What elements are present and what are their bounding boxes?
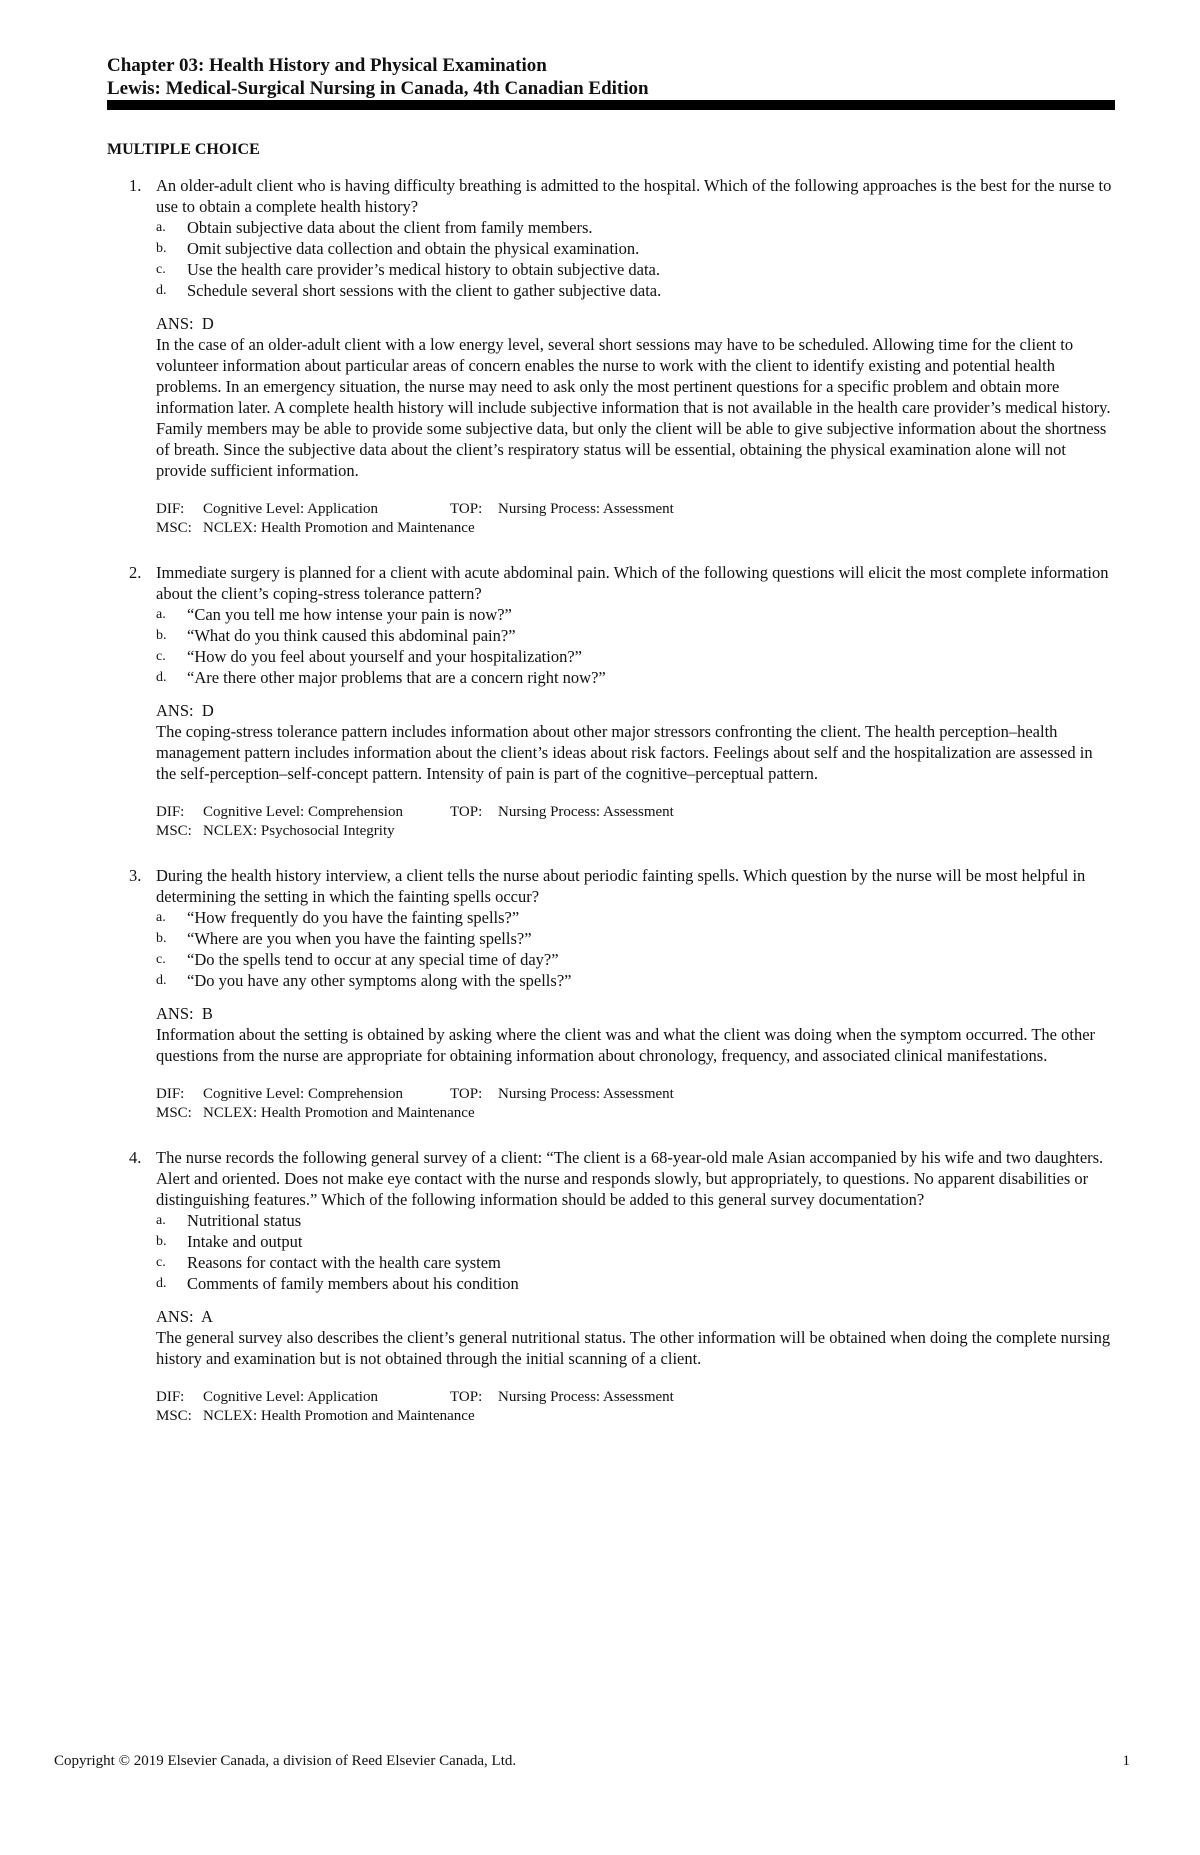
option-text: Comments of family members about his condition — [187, 1274, 519, 1293]
header-rule — [107, 100, 1115, 110]
option-letter: c. — [156, 952, 166, 967]
dif-label: DIF: — [156, 501, 185, 517]
msc-label: MSC: — [156, 1105, 192, 1121]
answer-label: ANS: — [156, 1307, 194, 1326]
dif-value: Cognitive Level: Application — [203, 1389, 378, 1405]
answer-line — [156, 1003, 1115, 1024]
option-text: “How do you feel about yourself and your hospitalization?” — [187, 647, 582, 666]
option-letter: a. — [156, 910, 166, 925]
option-text: Reasons for contact with the health care system — [187, 1253, 501, 1272]
top-label: TOP: — [450, 501, 483, 517]
msc-value: NCLEX: Health Promotion and Maintenance — [203, 1408, 475, 1424]
option-text: “Can you tell me how intense your pain is now?” — [187, 605, 512, 624]
answer-value: D — [201, 701, 214, 720]
option-text: Intake and output — [187, 1232, 303, 1251]
question-list — [107, 140, 1115, 1450]
msc-value: NCLEX: Health Promotion and Maintenance — [203, 1105, 475, 1121]
answer-options — [156, 604, 1115, 688]
metadata-row — [156, 803, 1115, 822]
metadata-row — [156, 1085, 1115, 1104]
answer-line — [156, 1306, 1115, 1327]
option-a — [156, 1210, 1115, 1231]
answer-options — [156, 1210, 1115, 1294]
answer-value: A — [200, 1307, 213, 1326]
chapter-title: Chapter 03: Health History and Physical Examination — [107, 55, 547, 76]
option-b — [156, 1231, 1115, 1252]
option-c — [156, 646, 1115, 667]
option-d — [156, 280, 1115, 301]
option-b — [156, 625, 1115, 646]
dif-value: Cognitive Level: Comprehension — [203, 1086, 403, 1102]
section-heading: MULTIPLE CHOICE — [107, 141, 260, 158]
dif-label: DIF: — [156, 1389, 185, 1405]
msc-value: NCLEX: Health Promotion and Maintenance — [203, 520, 475, 536]
dif-value: Cognitive Level: Application — [203, 501, 378, 517]
option-letter: d. — [156, 973, 167, 988]
dif-label: DIF: — [156, 804, 185, 820]
metadata-row — [156, 500, 1115, 519]
answer-line — [156, 313, 1115, 334]
option-text: “How frequently do you have the fainting spells?” — [187, 908, 520, 927]
question-stem: The nurse records the following general survey of a client: “The client is a 68-year-old male Asian accompanied by his wife and two daughters. Alert and oriented. Does not make eye contact with the nurse and responds slowly, but appropriately, to questions. No apparent disabilities or distinguishing features.” Which of the following information should be added to this general survey documentation? — [156, 1148, 1104, 1209]
rationale: The general survey also describes the client’s general nutritional status. The other information will be obtained when doing the complete nursing history and examination but is not obtained through the initial scanning of a client. — [156, 1328, 1111, 1368]
question-3 — [107, 865, 1115, 1123]
msc-label: MSC: — [156, 520, 192, 536]
page-footer — [54, 1752, 1130, 1771]
question-stem: An older-adult client who is having difficulty breathing is admitted to the hospital. Which of the following approaches is the best for the nurse to use to obtain a complete health history? — [156, 176, 1112, 216]
option-d — [156, 970, 1115, 991]
option-a — [156, 604, 1115, 625]
option-text: Obtain subjective data about the client from family members. — [187, 218, 593, 237]
option-b — [156, 238, 1115, 259]
dif-label: DIF: — [156, 1086, 185, 1102]
option-letter: d. — [156, 1276, 167, 1291]
option-letter: b. — [156, 931, 167, 946]
answer-options — [156, 217, 1115, 301]
option-letter: c. — [156, 1255, 166, 1270]
msc-label: MSC: — [156, 823, 192, 839]
question-number: 3. — [129, 866, 142, 885]
rationale: The coping-stress tolerance pattern includes information about other major stressors confronting the client. The health perception–health management pattern includes information about the client’s ideas about risk factors. Feelings about self and the hospitalization are assessed in the self-perception–self-concept pattern. Intensity of pain is part of the cognitive–perceptual pattern. — [156, 722, 1093, 783]
option-text: “Where are you when you have the fainting spells?” — [187, 929, 532, 948]
answer-label: ANS: — [156, 314, 194, 333]
answer-label: ANS: — [156, 701, 194, 720]
metadata-row — [156, 1104, 1115, 1123]
option-text: Use the health care provider’s medical history to obtain subjective data. — [187, 260, 660, 279]
option-letter: a. — [156, 607, 166, 622]
top-value: Nursing Process: Assessment — [498, 804, 674, 820]
option-text: “What do you think caused this abdominal pain?” — [187, 626, 516, 645]
question-number: 2. — [129, 563, 142, 582]
book-title: Lewis: Medical-Surgical Nursing in Canada, 4th Canadian Edition — [107, 78, 649, 99]
question-4 — [107, 1147, 1115, 1426]
answer-label: ANS: — [156, 1004, 194, 1023]
copyright-notice: Copyright © 2019 Elsevier Canada, a division of Reed Elsevier Canada, Ltd. — [54, 1753, 517, 1769]
answer-value: D — [201, 314, 214, 333]
option-letter: b. — [156, 241, 167, 256]
option-d — [156, 667, 1115, 688]
option-c — [156, 1252, 1115, 1273]
top-value: Nursing Process: Assessment — [498, 1389, 674, 1405]
question-number: 4. — [129, 1148, 142, 1167]
top-value: Nursing Process: Assessment — [498, 501, 674, 517]
top-label: TOP: — [450, 804, 483, 820]
option-text: “Do the spells tend to occur at any special time of day?” — [187, 950, 559, 969]
option-letter: a. — [156, 1213, 166, 1228]
question-stem: Immediate surgery is planned for a client with acute abdominal pain. Which of the following questions will elicit the most complete information about the client’s coping-stress tolerance pattern? — [156, 563, 1109, 603]
option-text: Omit subjective data collection and obtain the physical examination. — [187, 239, 640, 258]
option-letter: a. — [156, 220, 166, 235]
option-a — [156, 217, 1115, 238]
option-c — [156, 949, 1115, 970]
option-a — [156, 907, 1115, 928]
option-text: Schedule several short sessions with the client to gather subjective data. — [187, 281, 662, 300]
metadata-row — [156, 1407, 1115, 1426]
metadata-row — [156, 1388, 1115, 1407]
option-letter: c. — [156, 262, 166, 277]
answer-options — [156, 907, 1115, 991]
option-c — [156, 259, 1115, 280]
option-letter: d. — [156, 283, 167, 298]
answer-line — [156, 700, 1115, 721]
option-letter: d. — [156, 670, 167, 685]
page-number: 1 — [1122, 1753, 1130, 1769]
question-stem: During the health history interview, a client tells the nurse about periodic fainting spells. Which question by the nurse will be most helpful in determining the setting in which the fainting spells occur? — [156, 866, 1086, 906]
metadata-row — [156, 822, 1115, 841]
top-label: TOP: — [450, 1086, 483, 1102]
option-letter: b. — [156, 628, 167, 643]
option-d — [156, 1273, 1115, 1294]
option-b — [156, 928, 1115, 949]
rationale: In the case of an older-adult client with a low energy level, several short sessions may have to be scheduled. Allowing time for the client to volunteer information about particular areas of concern enables the nurse to work with the client to identify existing and potential health problems. In an emergency situation, the nurse may need to ask only the most pertinent questions for a specific problem and obtain more information later. A complete health history will include subjective information that is not available in the health care provider’s medical history. Family members may be able to provide some subjective data, but only the client will be able to give subjective information about the shortness of breath. Since the subjective data about the client’s respiratory status will be essential, obtaining the physical examination alone will not provide sufficient information. — [156, 335, 1111, 480]
rationale: Information about the setting is obtained by asking where the client was and what the client was doing when the symptom occurred. The other questions from the nurse are appropriate for obtaining information about chronology, frequency, and associated clinical manifestations. — [156, 1025, 1096, 1065]
msc-value: NCLEX: Psychosocial Integrity — [203, 823, 395, 839]
question-2 — [107, 562, 1115, 841]
top-value: Nursing Process: Assessment — [498, 1086, 674, 1102]
question-number: 1. — [129, 176, 142, 195]
question-1 — [107, 175, 1115, 538]
msc-label: MSC: — [156, 1408, 192, 1424]
answer-value: B — [201, 1004, 213, 1023]
option-letter: b. — [156, 1234, 167, 1249]
dif-value: Cognitive Level: Comprehension — [203, 804, 403, 820]
option-letter: c. — [156, 649, 166, 664]
page-header — [107, 54, 1115, 100]
option-text: Nutritional status — [187, 1211, 302, 1230]
metadata-row — [156, 519, 1115, 538]
top-label: TOP: — [450, 1389, 483, 1405]
option-text: “Do you have any other symptoms along with the spells?” — [187, 971, 572, 990]
option-text: “Are there other major problems that are a concern right now?” — [187, 668, 606, 687]
